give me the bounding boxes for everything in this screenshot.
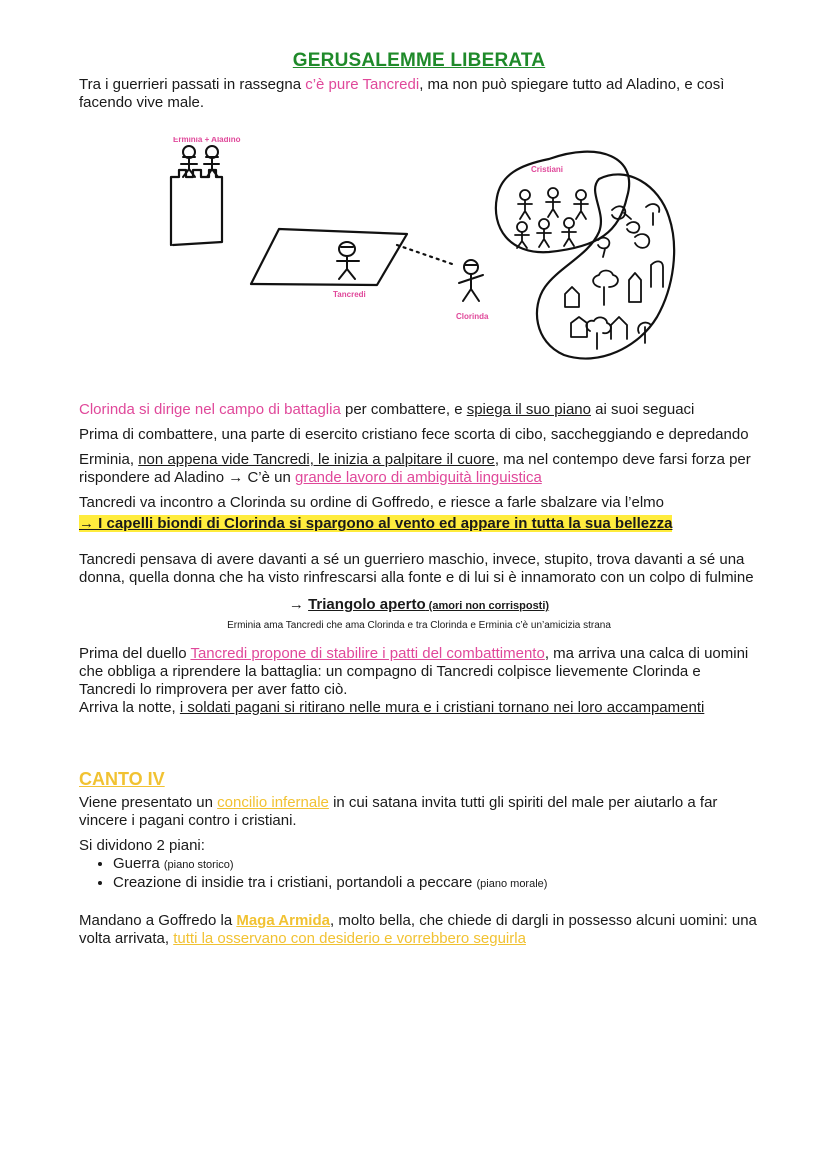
palpitare-underline: non appena vide Tancredi, le inizia a palpitare il cuore (138, 451, 495, 468)
canto-heading: CANTO IV (79, 769, 165, 789)
paragraph-tancredi-clorinda: Tancredi va incontro a Clorinda su ordine di Goffredo, e riesce a farle sbalzare via l’elmo (79, 494, 665, 511)
label-tancredi: Tancredi (333, 290, 366, 299)
paragraph-armida (79, 912, 759, 948)
intro-text-3: , ma non può spiegare tutto ad Aladino, e così facendo vive male. (79, 76, 725, 111)
paragraph-clorinda (79, 401, 759, 419)
list-item-main: Guerra (113, 855, 164, 872)
p1-text-2: per combattere, e (340, 401, 467, 418)
paragraph-capelli (79, 515, 759, 533)
list-item (113, 874, 759, 893)
pagani-figures (598, 204, 659, 257)
triangolo-heading (79, 596, 759, 615)
hand-drawn-diagram (79, 137, 759, 387)
city-drawing (565, 261, 663, 349)
armida-highlight: Maga Armida (236, 912, 330, 929)
triangolo-sub: (amori non corrisposti) (425, 600, 550, 612)
paragraph-piani: Si dividono 2 piani: (79, 837, 205, 854)
p9-text-1: Viene presentato un (79, 794, 218, 811)
cristiani-figures (515, 188, 588, 248)
paragraph-notte (79, 699, 759, 717)
piani-list (79, 855, 759, 893)
intro-highlight: c’è pure Tancredi (305, 76, 420, 93)
list-item (113, 855, 759, 874)
triangolo-arrow: → (288, 596, 309, 613)
desiderio-highlight: tutti la osservano con desiderio e vorrebbero seguirla (173, 930, 526, 947)
paragraph-combattere: Prima di combattere, una parte di esercito cristiano fece scorta di cibo, saccheggiando e depredando (79, 426, 749, 443)
paragraph-erminia (79, 451, 759, 487)
battlefield-drawing (251, 229, 407, 285)
intro-text-1: Tra i guerrieri passati in rassegna (79, 76, 306, 93)
patti-highlight: Tancredi propone di stabilire i patti del combattimento (190, 645, 545, 662)
list-item-note: (piano storico) (163, 859, 234, 871)
p11-text-3: , molto bella, che chiede di dargli in possesso alcuni uomini: una volta arrivata, (79, 912, 757, 947)
soldati-underline: i soldati pagani si ritirano nelle mura e i cristiani tornano nei loro accampamenti (179, 699, 705, 716)
document-page (79, 50, 759, 948)
p8-text-1: Arriva la notte, (79, 699, 180, 716)
triangolo-main: Triangolo aperto (308, 596, 426, 613)
capelli-highlight: → I capelli biondi di Clorinda si spargono al vento ed appare in tutta la sua bellezza (79, 515, 673, 532)
concilio-highlight: concilio infernale (217, 794, 329, 811)
paragraph-pensava: Tancredi pensava di avere davanti a sé un guerriero maschio, invece, stupito, trova davanti a sé una donna, quella donna che ha visto rinfrescarsi alla fonte e di lui si è innamorato con un colpo di fulmine (79, 551, 754, 586)
dotted-line (397, 245, 455, 265)
clorinda-figure (459, 260, 483, 301)
label-erminia-aladino: Erminia + Aladino (173, 137, 241, 144)
tancredi-figure (337, 242, 359, 279)
piano-underline: spiega il suo piano (466, 401, 591, 418)
tower-drawing (171, 170, 222, 245)
paragraph-duello (79, 645, 759, 699)
p7-text-1: Prima del duello (79, 645, 191, 662)
p11-text-1: Mandano a Goffredo la (79, 912, 237, 929)
intro-paragraph (79, 76, 759, 112)
list-item-main: Creazione di insidie tra i cristiani, portandoli a peccare (113, 874, 477, 891)
p3-text-1: Erminia, (79, 451, 139, 468)
p7-text-3: , ma arriva una calca di uomini che obbliga a riprendere la battaglia: un compagno di Tancredi colpisce lievemente Clorinda e Tancredi lo rimprovera per aver fatto ciò. (79, 645, 749, 698)
ambiguita-highlight: grande lavoro di ambiguità linguistica (294, 469, 542, 486)
list-item-note: (piano morale) (476, 878, 548, 890)
p9-text-3: in cui satana invita tutti gli spiriti del male per aiutarlo a far vincere i pagani contro i cristiani. (79, 794, 718, 829)
p1-text-4: ai suoi seguaci (590, 401, 695, 418)
page-title: GERUSALEMME LIBERATA (292, 50, 546, 71)
label-cristiani: Cristiani (531, 165, 564, 174)
triangolo-note: Erminia ama Tancredi che ama Clorinda e tra Clorinda e Erminia c’è un’amicizia strana (227, 620, 611, 631)
clorinda-highlight: Clorinda si dirige nel campo di battaglia (79, 401, 341, 418)
paragraph-concilio (79, 794, 759, 830)
p3-text-3: , ma nel contempo deve farsi forza per rispondere ad Aladino → C’è un (79, 451, 751, 486)
label-clorinda: Clorinda (456, 312, 489, 321)
